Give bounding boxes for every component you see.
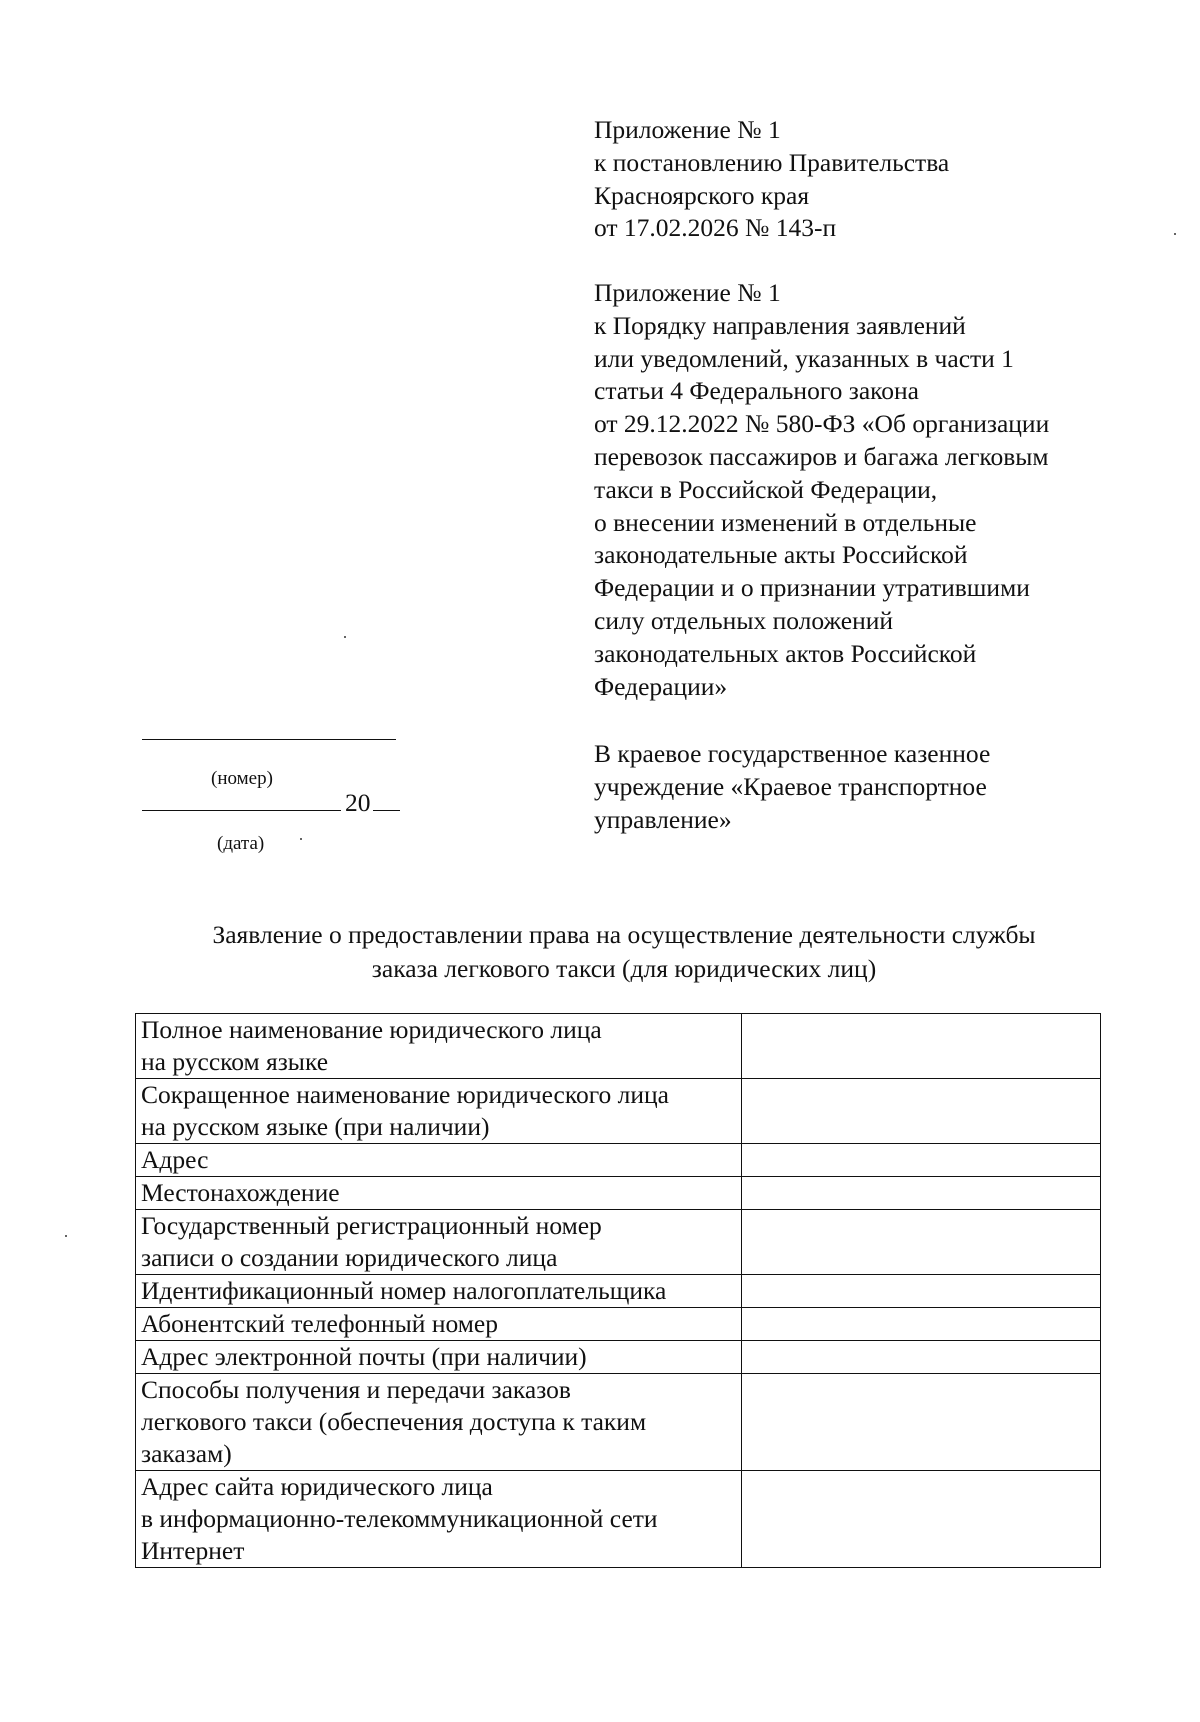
row-label [136,1341,742,1374]
appendix-2-line: к Порядку направления заявлений [594,310,966,340]
row-label-line: Адрес [141,1145,209,1174]
table-row [136,1144,1101,1177]
date-year-prefix: 20 [345,788,371,817]
scan-speck [1174,233,1176,235]
date-year-suffix-line[interactable] [373,810,400,811]
appendix-1-header [594,114,949,245]
row-label [136,1014,742,1079]
table-row [136,1341,1101,1374]
appendix-2-line: Федерации» [594,671,728,701]
table-row [136,1210,1101,1275]
appendix-2-line: перевозок пассажиров и багажа легковым [594,441,1049,471]
row-value-field[interactable] [742,1341,1101,1374]
application-form-table [135,1013,1101,1568]
row-label-line: Сокращенное наименование юридического лица [141,1080,669,1109]
appendix-1-line: к постановлению Правительства [594,147,950,177]
scan-speck [300,838,302,840]
document-title [0,918,1200,985]
row-label-line: на русском языке [141,1047,329,1076]
addressee-line: учреждение «Краевое транспортное [594,771,987,801]
row-value-field[interactable] [742,1374,1101,1471]
row-label-line: заказам) [141,1439,232,1468]
number-field-line[interactable] [142,739,396,740]
row-value-field[interactable] [742,1210,1101,1275]
row-label-line: Способы получения и передачи заказов [141,1375,571,1404]
appendix-2-line: такси в Российской Федерации, [594,474,938,504]
row-label-line: легкового такси (обеспечения доступа к таким [141,1407,647,1436]
row-label-line: Местонахождение [141,1178,340,1207]
row-label-line: Адрес электронной почты (при наличии) [141,1342,587,1371]
table-row [136,1014,1101,1079]
appendix-2-line: законодательные акты Российской [594,540,968,570]
row-label [136,1275,742,1308]
row-label-line: Государственный регистрационный номер [141,1211,602,1240]
row-label [136,1471,742,1568]
appendix-2-line: законодательных актов Российской [594,638,977,668]
appendix-2-line: или уведомлений, указанных в части 1 [594,343,1014,373]
row-label-line: на русском языке (при наличии) [141,1112,490,1141]
row-value-field[interactable] [742,1471,1101,1568]
addressee-line: В краевое государственное казенное [594,739,991,768]
table-row [136,1374,1101,1471]
appendix-1-line: от 17.02.2026 № 143-п [594,213,837,243]
appendix-2-line: о внесении изменений в отдельные [594,507,977,537]
scan-speck [344,636,346,638]
row-value-field[interactable] [742,1014,1101,1079]
table-row [136,1079,1101,1144]
row-value-field[interactable] [742,1144,1101,1177]
row-label-line: Интернет [141,1536,245,1565]
table-row [136,1471,1101,1568]
row-label-line: в информационно-телекоммуникационной сети [141,1504,658,1533]
row-label [136,1144,742,1177]
row-label [136,1177,742,1210]
row-label [136,1210,742,1275]
row-label [136,1308,742,1341]
appendix-1-line: Приложение № 1 [594,115,781,144]
date-field-line[interactable] [142,810,341,811]
row-label-line: записи о создании юридического лица [141,1243,558,1272]
date-field-caption: (дата) [217,833,265,854]
document-title-line: заказа легкового такси (для юридических лиц) [371,953,877,983]
addressee [594,738,990,836]
row-label-line: Абонентский телефонный номер [141,1309,498,1338]
appendix-2-line: статьи 4 Федерального закона [594,376,919,406]
row-label-line: Адрес сайта юридического лица [141,1472,493,1501]
table-row [136,1308,1101,1341]
row-label [136,1374,742,1471]
appendix-2-line: Приложение № 1 [594,278,781,307]
appendix-2-line: силу отдельных положений [594,605,894,635]
row-label-line: Идентификационный номер налогоплательщика [141,1276,667,1305]
appendix-2-line: Федерации и о признании утратившими [594,573,1030,603]
number-field-caption: (номер) [211,768,273,789]
appendix-2-header [594,277,1049,703]
table-row [136,1275,1101,1308]
row-value-field[interactable] [742,1079,1101,1144]
row-label-line: Полное наименование юридического лица [141,1015,602,1044]
table-row [136,1177,1101,1210]
addressee-line: управление» [594,804,732,834]
row-value-field[interactable] [742,1177,1101,1210]
document-title-line: Заявление о предоставлении права на осуществление деятельности службы [212,920,1036,949]
appendix-1-line: Красноярского края [594,180,810,210]
row-label [136,1079,742,1144]
row-value-field[interactable] [742,1308,1101,1341]
appendix-2-line: от 29.12.2022 № 580-ФЗ «Об организации [594,409,1050,439]
scan-speck [65,1235,67,1237]
row-value-field[interactable] [742,1275,1101,1308]
